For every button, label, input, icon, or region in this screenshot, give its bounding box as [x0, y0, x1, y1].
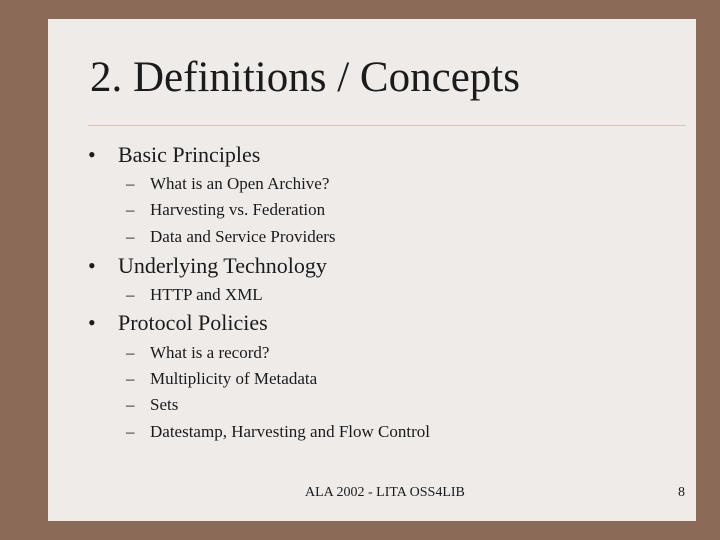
- dash-glyph: –: [126, 200, 135, 219]
- sub-item-text: Datestamp, Harvesting and Flow Control: [150, 422, 430, 441]
- sub-item: [126, 173, 329, 195]
- bullet-text: Protocol Policies: [118, 310, 268, 335]
- sub-item: [126, 199, 325, 221]
- sub-item: [126, 284, 263, 306]
- sub-item: [126, 394, 178, 416]
- title-divider: [88, 125, 686, 126]
- sub-item-text: Data and Service Providers: [150, 227, 336, 246]
- sub-item: [126, 226, 336, 248]
- dash-glyph: –: [126, 395, 135, 414]
- dash-glyph: –: [126, 422, 135, 441]
- bullet-basic-principles: [88, 142, 260, 168]
- dash-glyph: –: [126, 343, 135, 362]
- sub-item-text: What is a record?: [150, 343, 270, 362]
- dash-glyph: –: [126, 227, 135, 246]
- bullet-underlying-technology: [88, 253, 327, 279]
- sub-item: [126, 342, 269, 364]
- sub-item-text: HTTP and XML: [150, 285, 263, 304]
- bullet-protocol-policies: [88, 310, 268, 336]
- sub-item-text: Multiplicity of Metadata: [150, 369, 318, 388]
- slide: [48, 19, 696, 521]
- bullet-text: Basic Principles: [118, 142, 261, 167]
- sub-item-text: Sets: [150, 395, 179, 414]
- page-number: 8: [678, 485, 685, 500]
- slide-footer: ALA 2002 - LITA OSS4LIB: [305, 485, 465, 500]
- bullet-text: Underlying Technology: [118, 253, 327, 278]
- sub-item: [126, 368, 317, 390]
- slide-title: 2. Definitions / Concepts: [90, 54, 520, 101]
- dash-glyph: –: [126, 174, 135, 193]
- dash-glyph: –: [126, 285, 135, 304]
- bullet-glyph: •: [88, 142, 96, 167]
- bullet-glyph: •: [88, 253, 96, 278]
- sub-item-text: Harvesting vs. Federation: [150, 200, 326, 219]
- sub-item-text: What is an Open Archive?: [150, 174, 330, 193]
- sub-item: [126, 421, 430, 443]
- dash-glyph: –: [126, 369, 135, 388]
- bullet-glyph: •: [88, 310, 96, 335]
